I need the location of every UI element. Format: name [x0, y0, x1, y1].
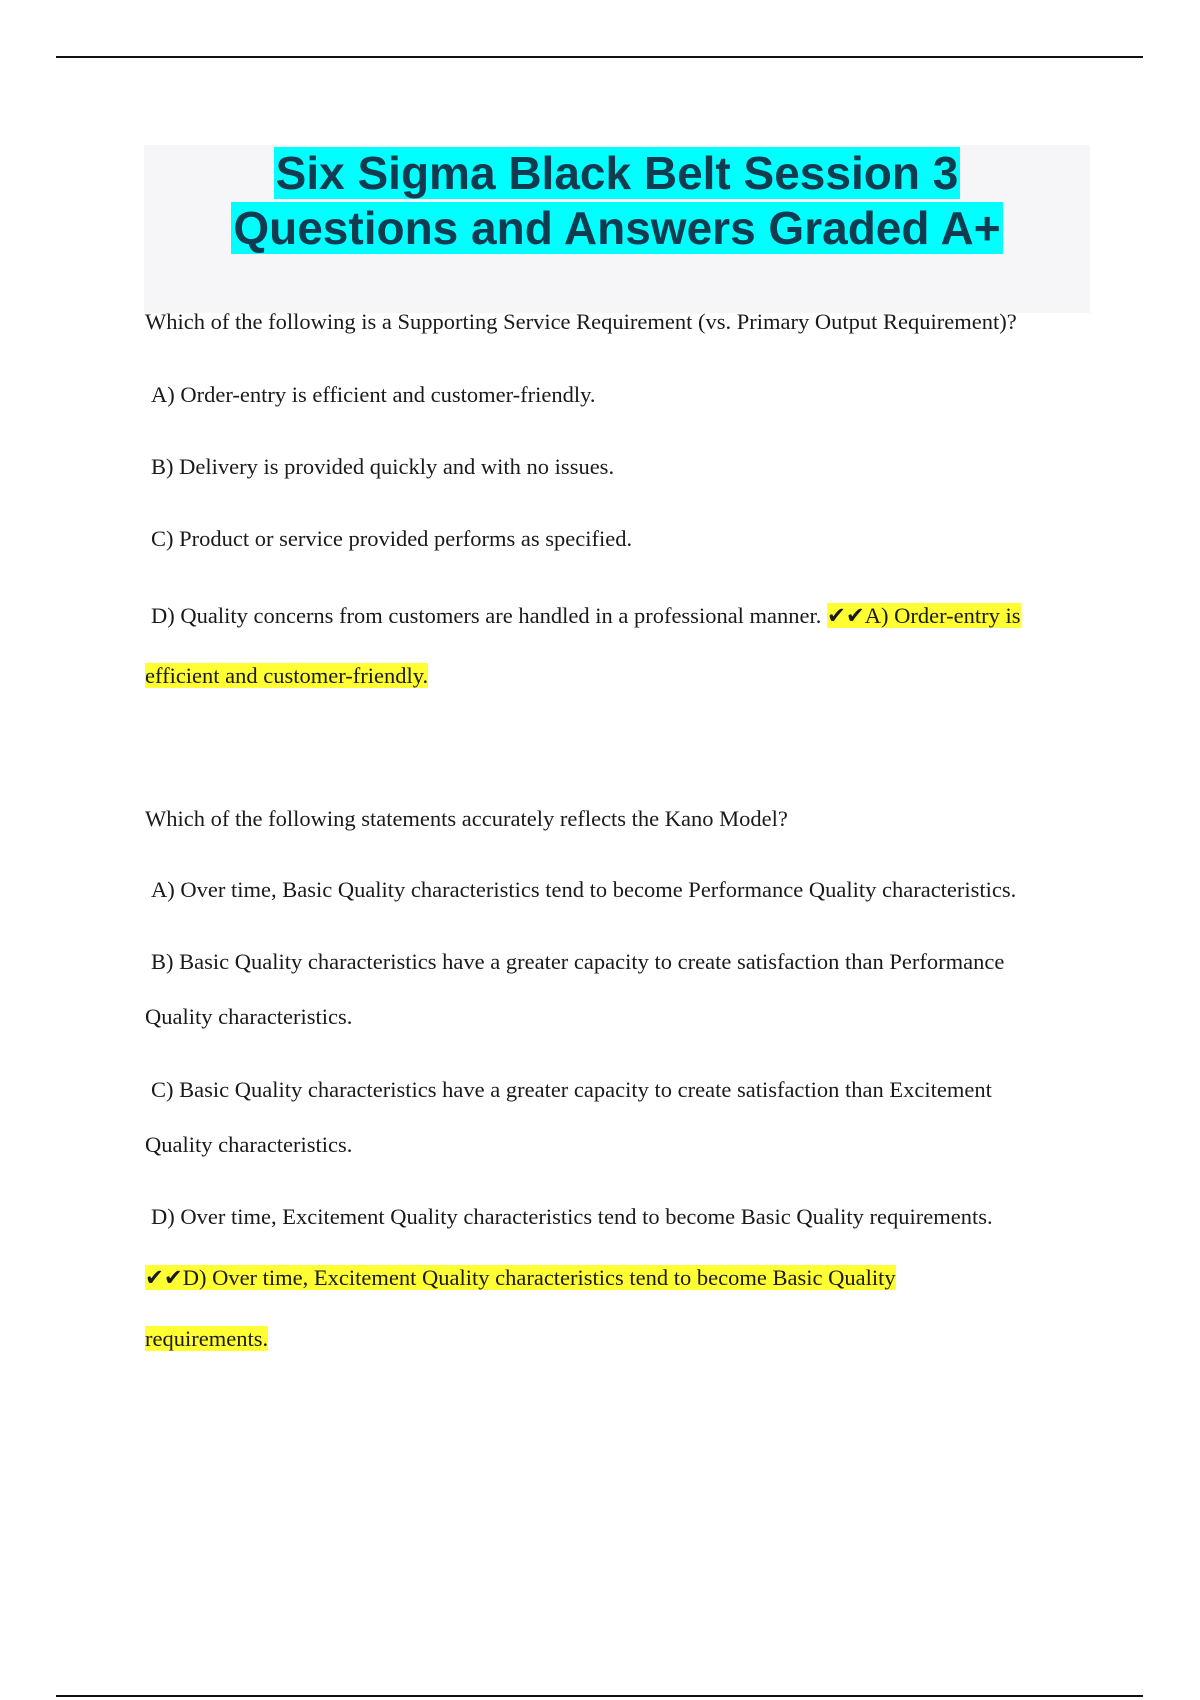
document-title: [144, 145, 1090, 313]
question-2-option-c-line-1: C) Basic Quality characteristics have a greater capacity to create satisfaction than Excitement: [151, 1077, 992, 1102]
bottom-rule: [56, 1695, 1143, 1697]
question-2-option-b-line-1: B) Basic Quality characteristics have a greater capacity to create satisfaction than Performance: [151, 949, 1005, 974]
question-1-option-a: A) Order-entry is efficient and customer-friendly.: [151, 382, 596, 407]
question-2-option-c-line-2: Quality characteristics.: [145, 1132, 353, 1157]
question-2-option-b-line-2: Quality characteristics.: [145, 1004, 353, 1029]
top-rule: [56, 56, 1143, 58]
question-2-option-d: D) Over time, Excitement Quality characteristics tend to become Basic Quality requirements.: [151, 1204, 993, 1229]
question-1-option-d: D) Quality concerns from customers are handled in a professional manner.: [151, 603, 822, 628]
question-2-answer-line-2: requirements.: [145, 1326, 269, 1351]
title-line-1: Six Sigma Black Belt Session 3: [275, 147, 959, 199]
question-1-text: Which of the following is a Supporting Service Requirement (vs. Primary Output Requirement)?: [145, 309, 1017, 334]
title-line-2: Questions and Answers Graded A+: [233, 202, 1001, 254]
question-1-answer-part-2: efficient and customer-friendly.: [145, 663, 429, 688]
question-1-option-b: B) Delivery is provided quickly and with no issues.: [151, 454, 615, 479]
question-2-text: Which of the following statements accurately reflects the Kano Model?: [145, 806, 788, 831]
question-1-answer-part-1: ✔✔A) Order-entry is: [827, 603, 1021, 628]
question-2-option-a: A) Over time, Basic Quality characteristics tend to become Performance Quality characteristics.: [151, 877, 1017, 902]
question-1-option-d-row: [151, 603, 1021, 629]
question-2-answer-line-1: ✔✔D) Over time, Excitement Quality characteristics tend to become Basic Quality: [145, 1265, 896, 1290]
question-1-option-c: C) Product or service provided performs as specified.: [151, 526, 633, 551]
